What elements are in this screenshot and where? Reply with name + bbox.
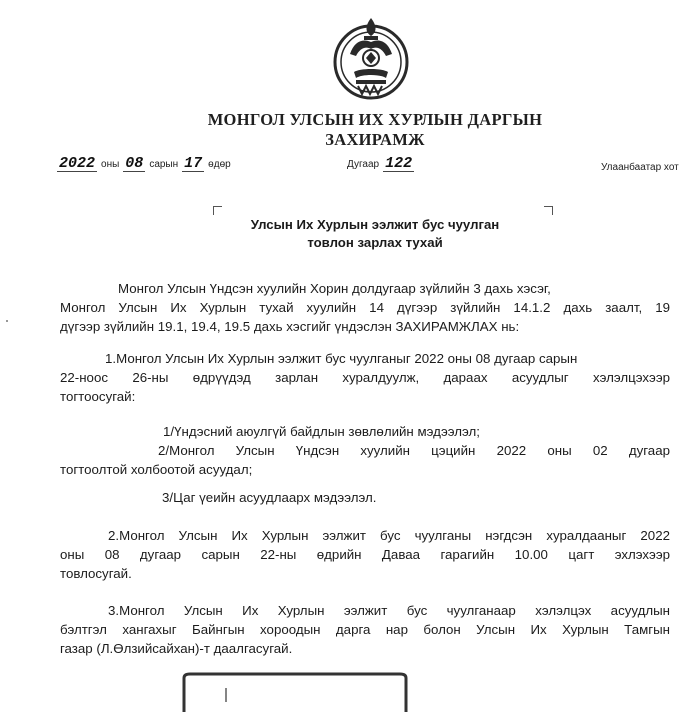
number-value: 122 <box>385 155 413 172</box>
intro-line-2: Монгол Улсын Их Хурлын тухай хуулийн 14 дүгээр зүйлийн 14.1.2 дахь заалт, 19 <box>60 300 670 315</box>
item2-line-1: 2/Монгол Улсын Үндсэн хуулийн цэцийн 2022 оны 02 дугаар <box>158 443 670 458</box>
item2-line-2: тогтоолтой холбоотой асуудал; <box>60 462 253 477</box>
decree-city: Улаанбаатар хот <box>601 162 679 173</box>
para2-line-3: товлосугай. <box>60 566 132 581</box>
number-label: Дугаар <box>347 159 380 170</box>
intro-line-3: дүгээр зүйлийн 19.1, 19.4, 19.5 дахь хэсгийг үндэслэн ЗАХИРАМЖЛАХ нь: <box>60 319 520 334</box>
paragraph-2 <box>60 526 670 583</box>
para3-line-2: бэлтгэл хангахыг Байнгын хороодын дарга нар болон Улсын Их Хурлын Тамгын <box>60 622 670 637</box>
para2-line-2: оны 08 дугаар сарын 22-ны өдрийн Даваа гарагийн 10.00 цагт эхлэхээр <box>60 547 670 562</box>
subject-bracket-left <box>213 206 222 215</box>
scan-speck <box>6 320 8 322</box>
intro-paragraph <box>60 279 670 336</box>
date-day: 17 <box>184 155 203 172</box>
subject-line1: Улсын Их Хурлын ээлжит бус чуулган <box>250 217 500 232</box>
para3-line-1: 3.Монгол Улсын Их Хурлын ээлжит бус чуулганаар хэлэлцэх асуудлын <box>108 603 670 618</box>
subject-line2: товлон зарлах тухай <box>307 235 443 250</box>
date-day-label: өдөр <box>208 159 231 170</box>
agenda-item-2 <box>60 441 670 479</box>
agenda-item-3: 3/Цаг үеийн асуудлаарх мэдээлэл. <box>162 490 377 505</box>
paragraph-1 <box>60 349 670 406</box>
state-emblem-icon <box>332 12 410 104</box>
intro-line-1: Монгол Улсын Үндсэн хуулийн Хорин долдугаар зүйлийн 3 дахь хэсэг, <box>118 281 551 296</box>
date-month: 08 <box>125 155 144 172</box>
para3-line-3: газар (Л.Өлзийсайхан)-т даалгасугай. <box>60 641 293 656</box>
stamp-frame-icon <box>180 672 410 712</box>
decree-number <box>343 156 414 172</box>
date-year: 2022 <box>59 155 96 172</box>
agenda-item-1: 1/Үндэсний аюулгүй байдлын зөвлөлийн мэдээлэл; <box>163 424 480 439</box>
decree-title-line2: ЗАХИРАМЖ <box>325 130 425 149</box>
decree-title-line1: МОНГОЛ УЛСЫН ИХ ХУРЛЫН ДАРГЫН <box>207 110 543 129</box>
date-year-label: оны <box>101 159 120 170</box>
subject-bracket-right <box>544 206 553 215</box>
para1-line-2: 22-ноос 26-ны өдрүүдэд зарлан хуралдуулж, дараах асуудлыг хэлэлцэхээр <box>60 370 670 385</box>
date-month-label: сарын <box>149 159 179 170</box>
para2-line-1: 2.Монгол Улсын Их Хурлын ээлжит бус чуулганы нэгдсэн хуралдааныг 2022 <box>108 528 670 543</box>
para1-line-1: 1.Монгол Улсын Их Хурлын ээлжит бус чуулганыг 2022 оны 08 дугаар сарын <box>105 351 578 366</box>
para1-line-3: тогтоосугай: <box>60 389 136 404</box>
paragraph-3 <box>60 601 670 658</box>
decree-date <box>57 156 235 172</box>
